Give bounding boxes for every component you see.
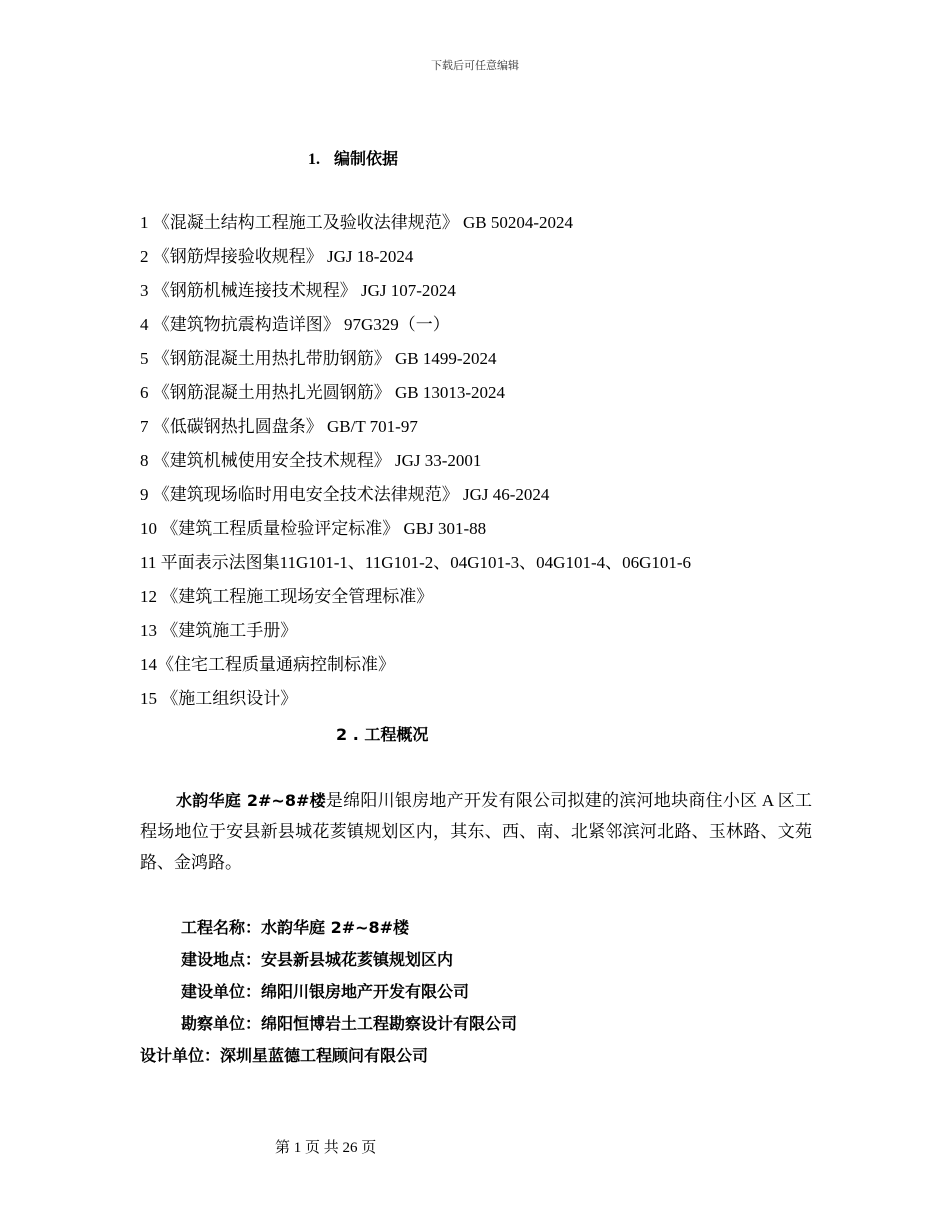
info-survey-unit: 勘察单位：绵阳恒博岩土工程勘察设计有限公司: [181, 1014, 518, 1033]
header-note: 下载后可任意编辑: [431, 60, 519, 72]
section-2-heading: 2 . 工程概况: [336, 725, 429, 744]
reference-item: 8 《建筑机械使用安全技术规程》 JGJ 33-2001: [140, 451, 482, 470]
reference-item: 13 《建筑施工手册》: [140, 621, 298, 640]
section-1-title: 编制依据: [334, 149, 399, 168]
section-1-heading: [308, 146, 398, 169]
project-overview-paragraph: [140, 785, 812, 878]
reference-item: 5 《钢筋混凝土用热扎带肋钢筋》 GB 1499-2024: [140, 349, 497, 368]
reference-item: 11 平面表示法图集11G101-1、11G101-2、04G101-3、04G101-4、06G101-6: [140, 553, 692, 572]
page-footer: 第 1 页 共 26 页: [275, 1140, 377, 1156]
reference-item: 14《住宅工程质量通病控制标准》: [140, 655, 395, 674]
info-project-name: 工程名称：水韵华庭 2#~8#楼: [181, 918, 410, 937]
info-location: 建设地点：安县新县城花荄镇规划区内: [181, 950, 454, 969]
info-builder: 建设单位：绵阳川银房地产开发有限公司: [181, 982, 470, 1001]
reference-item: 6 《钢筋混凝土用热扎光圆钢筋》 GB 13013-2024: [140, 383, 506, 402]
reference-item: 15 《施工组织设计》: [140, 689, 298, 708]
section-1-number: 1.: [308, 151, 320, 168]
reference-item: 1 《混凝土结构工程施工及验收法律规范》 GB 50204-2024: [140, 213, 574, 232]
reference-item: 12 《建筑工程施工现场安全管理标准》: [140, 587, 434, 606]
project-name-bold: 水韵华庭 2#~8#楼: [176, 791, 326, 810]
project-description: 是绵阳川银房地产开发有限公司拟建的滨河地块商住小区 A 区工程场地位于安县新县城花荄镇规划区内，其东、西、南、北紧邻滨河北路、玉林路、文苑路、金鸿路。: [140, 791, 812, 872]
reference-list: [140, 206, 691, 716]
reference-item: 7 《低碳钢热扎圆盘条》 GB/T 701-97: [140, 417, 418, 436]
reference-item: 10 《建筑工程质量检验评定标准》 GBJ 301-88: [140, 519, 487, 538]
reference-item: 4 《建筑物抗震构造详图》 97G329（一）: [140, 315, 450, 334]
reference-item: 2 《钢筋焊接验收规程》 JGJ 18-2024: [140, 247, 414, 266]
reference-item: 3 《钢筋机械连接技术规程》 JGJ 107-2024: [140, 281, 456, 300]
reference-item: 9 《建筑现场临时用电安全技术法律规范》 JGJ 46-2024: [140, 485, 550, 504]
info-design-unit: 设计单位：深圳星蓝德工程顾问有限公司: [140, 1046, 429, 1065]
